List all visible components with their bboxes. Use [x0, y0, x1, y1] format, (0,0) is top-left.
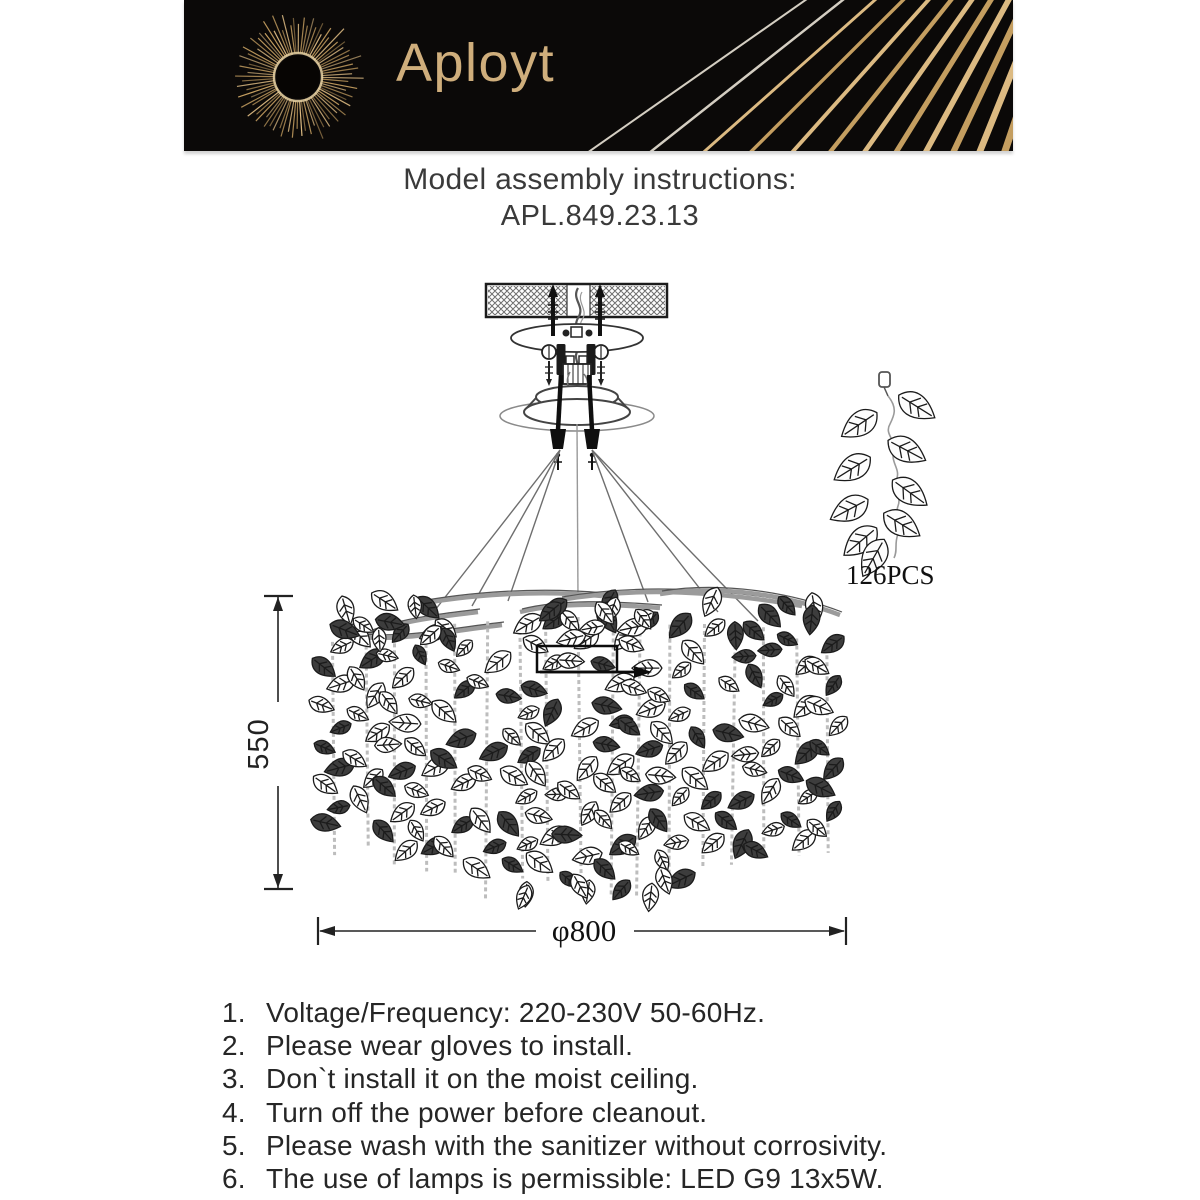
instruction-item	[222, 1129, 887, 1162]
height-dimension-label: 550	[243, 718, 275, 770]
item-number: 1.	[222, 997, 246, 1028]
model-number: APL.849.23.13	[500, 200, 700, 232]
item-text: Turn off the power before cleanout.	[266, 1096, 708, 1128]
item-text: Please wash with the sanitizer without corrosivity.	[266, 1129, 888, 1161]
height-dimension	[243, 596, 293, 889]
item-text: Please wear gloves to install.	[266, 1030, 634, 1062]
item-number: 4.	[222, 1096, 246, 1128]
instruction-item	[222, 1096, 887, 1129]
item-number: 6.	[222, 1163, 246, 1195]
instruction-item	[222, 1062, 887, 1095]
item-number: 5.	[222, 1129, 246, 1161]
item-number: 2.	[222, 1030, 246, 1062]
mounting-plate	[511, 324, 643, 352]
item-text: Don`t install it on the moist ceiling.	[266, 1063, 699, 1095]
item-text: Voltage/Frequency: 220-230V 50-60Hz.	[266, 997, 766, 1028]
instruction-item	[222, 1029, 887, 1062]
instruction-list	[222, 996, 887, 1195]
page-title: Model assembly instructions:	[403, 163, 797, 196]
instruction-item	[222, 996, 887, 1029]
item-number: 3.	[222, 1063, 246, 1095]
brand-logo-text: Aployt	[396, 33, 556, 93]
diameter-dimension-label: φ800	[551, 913, 617, 948]
leaf-strand-detail	[825, 372, 941, 590]
leaf-cloud	[306, 584, 852, 912]
instruction-item	[222, 1162, 887, 1195]
strand-count-label: 126PCS	[846, 560, 935, 590]
diameter-dimension	[318, 913, 846, 948]
item-text: The use of lamps is permissible: LED G9 13x5W.	[266, 1163, 884, 1195]
